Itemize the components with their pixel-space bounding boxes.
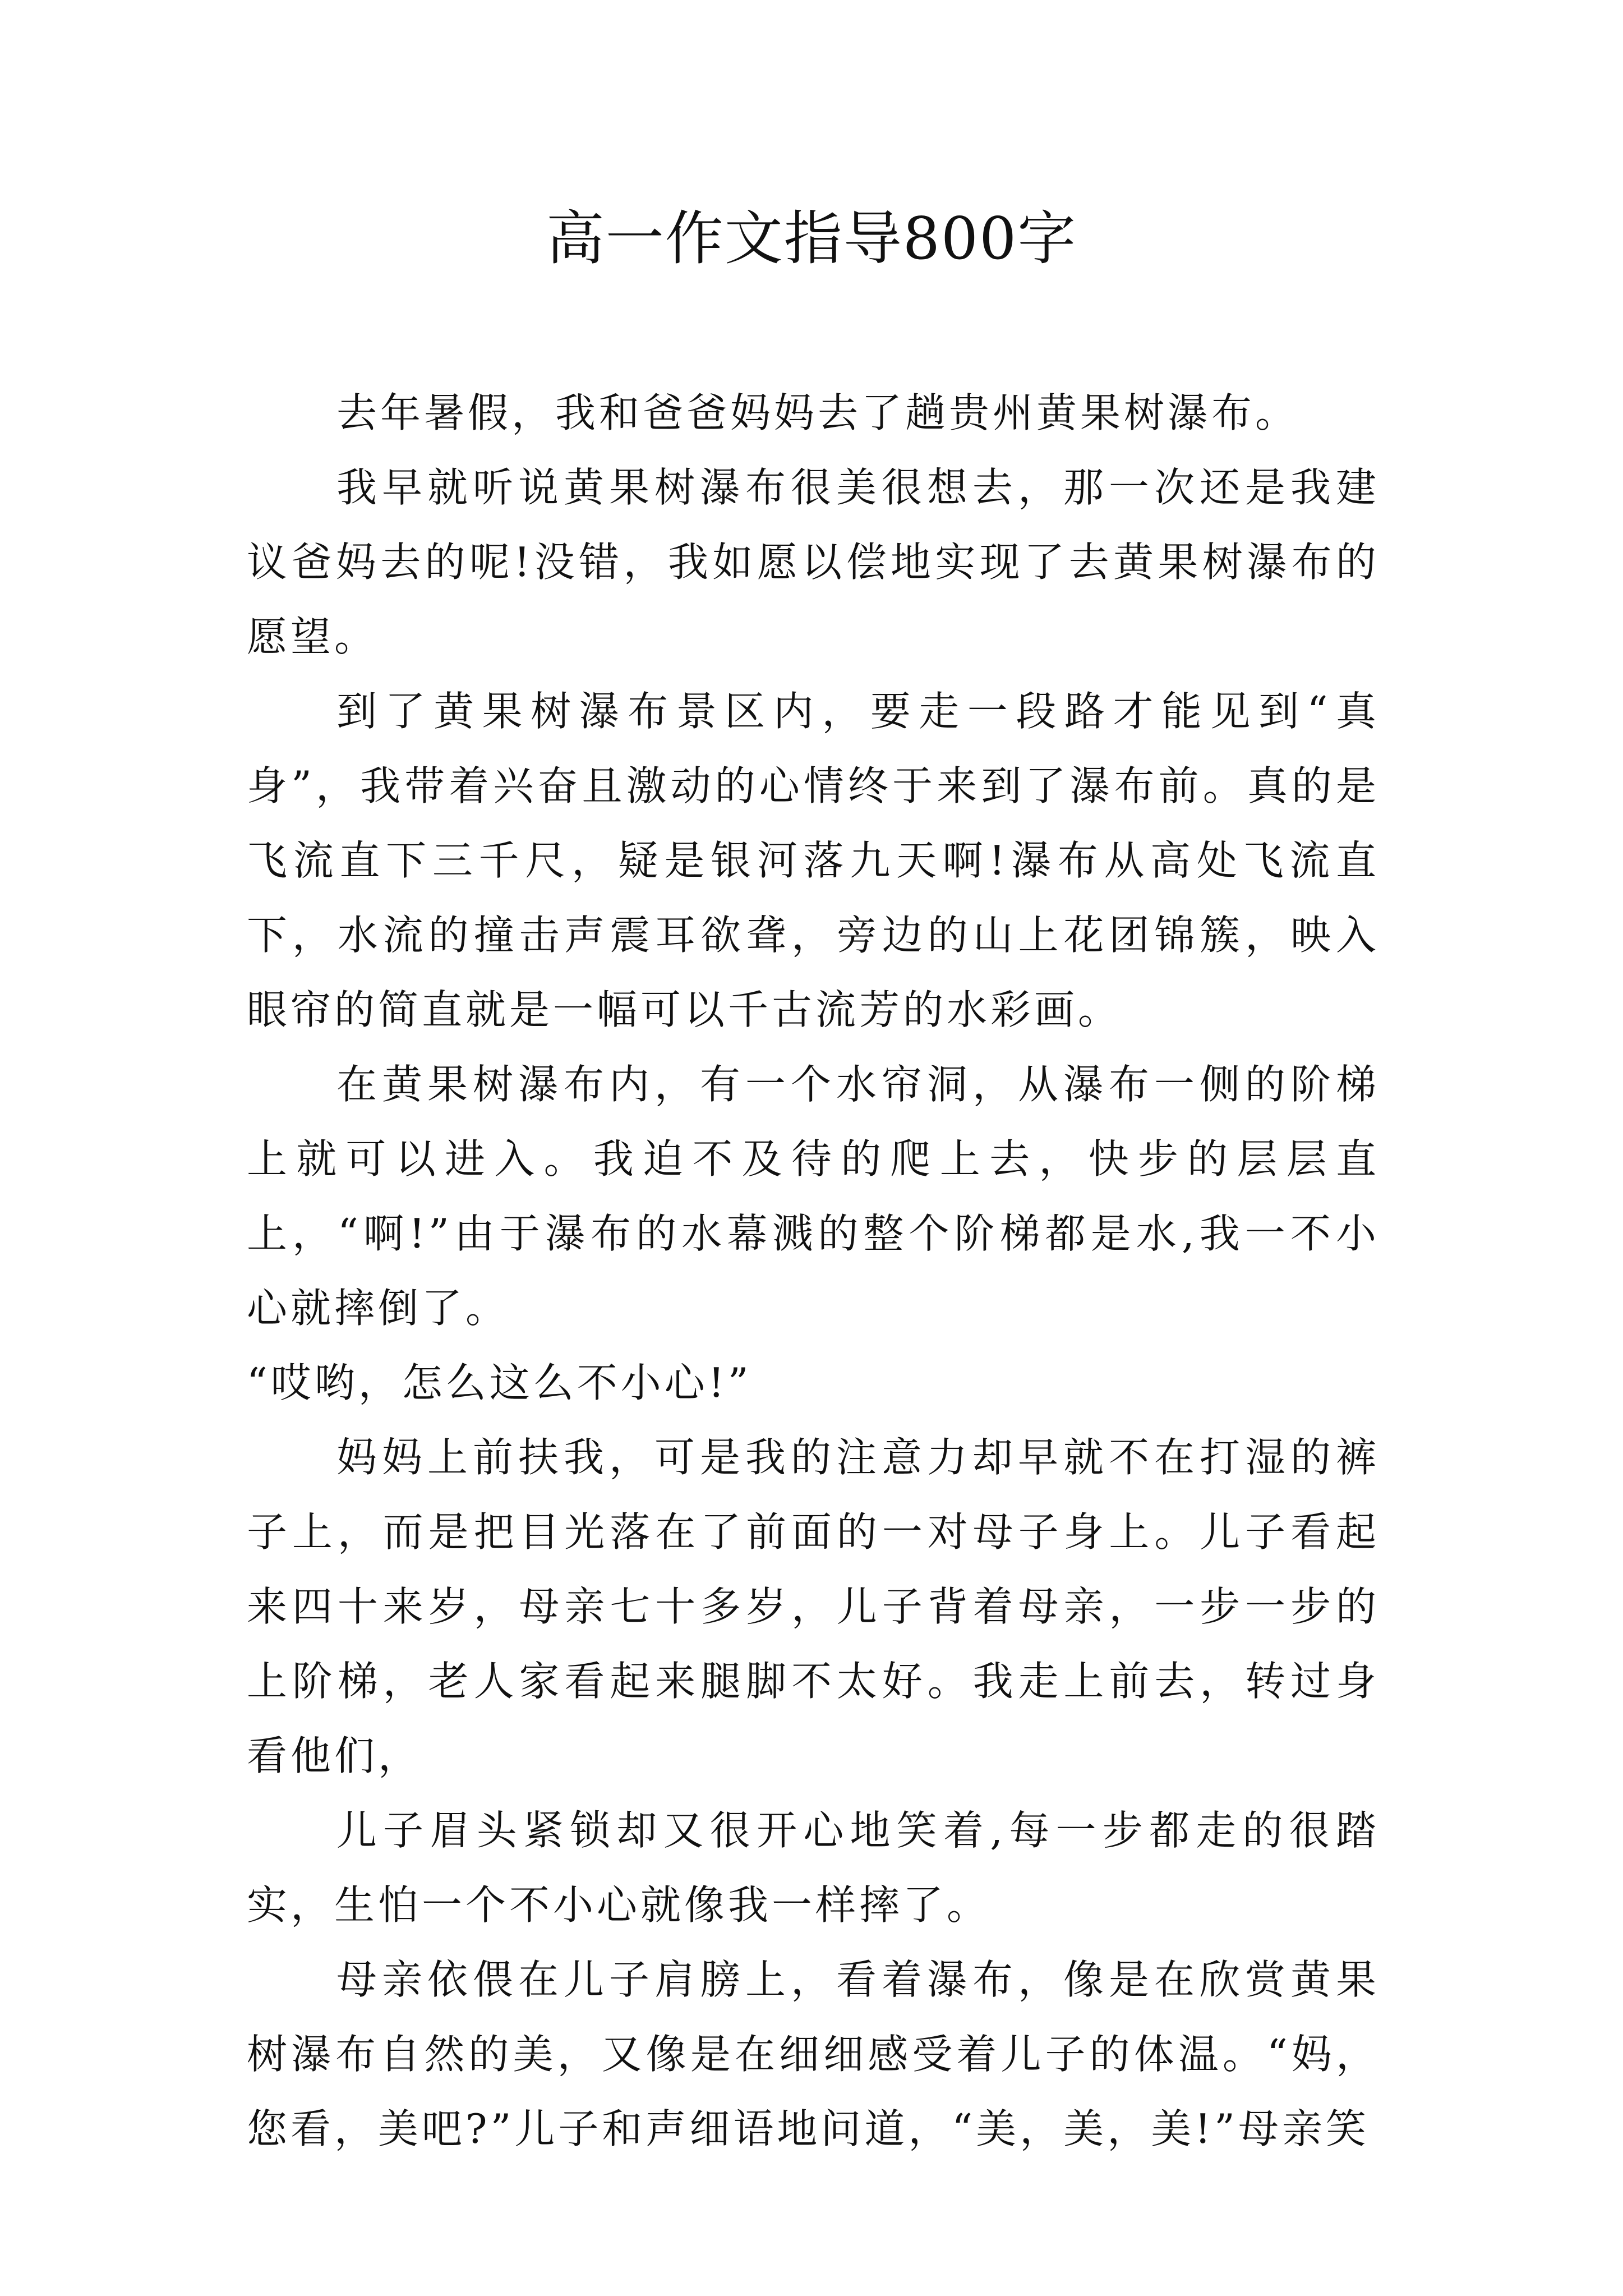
paragraph: 母亲依偎在儿子肩膀上，看着瀑布，像是在欣赏黄果树瀑布自然的美，又像是在细细感受着儿子的体温。“妈，您看，美吧?”儿子和声细语地问道，“美，美，美!”母亲笑 (247, 1956, 1380, 2152)
paragraph: 到了黄果树瀑布景区内，要走一段路才能见到“真身”，我带着兴奋且激动的心情终于来到了瀑布前。真的是飞流直下三千尺，疑是银河落九天啊!瀑布从高处飞流直下，水流的撞击声震耳欲聋，旁边的山上花团锦簇，映入眼帘的简直就是一幅可以千古流芳的水彩画。 (247, 688, 1380, 1033)
paragraph: “哎哟，怎么这么不小心!” (247, 1359, 752, 1406)
document-body (247, 376, 1380, 2166)
paragraph: 儿子眉头紧锁却又很开心地笑着,每一步都走的很踏实，生怕一个不小心就像我一样摔了。 (247, 1807, 1380, 1929)
paragraph: 在黄果树瀑布内，有一个水帘洞，从瀑布一侧的阶梯上就可以进入。我迫不及待的爬上去，快步的层层直上，“啊!”由于瀑布的水幕溅的整个阶梯都是水,我一不小心就摔倒了。 (247, 1061, 1380, 1332)
document-title: 高一作文指导800字 (546, 204, 1077, 273)
paragraph: 妈妈上前扶我，可是我的注意力却早就不在打湿的裤子上，而是把目光落在了前面的一对母子身上。儿子看起来四十来岁，母亲七十多岁，儿子背着母亲，一步一步的上阶梯，老人家看起来腿脚不太好。我走上前去，转过身看他们， (247, 1434, 1380, 1779)
paragraph: 我早就听说黄果树瀑布很美很想去，那一次还是我建议爸妈去的呢!没错，我如愿以偿地实现了去黄果树瀑布的愿望。 (247, 464, 1380, 660)
paragraph: 去年暑假，我和爸爸妈妈去了趟贵州黄果树瀑布。 (336, 389, 1299, 436)
